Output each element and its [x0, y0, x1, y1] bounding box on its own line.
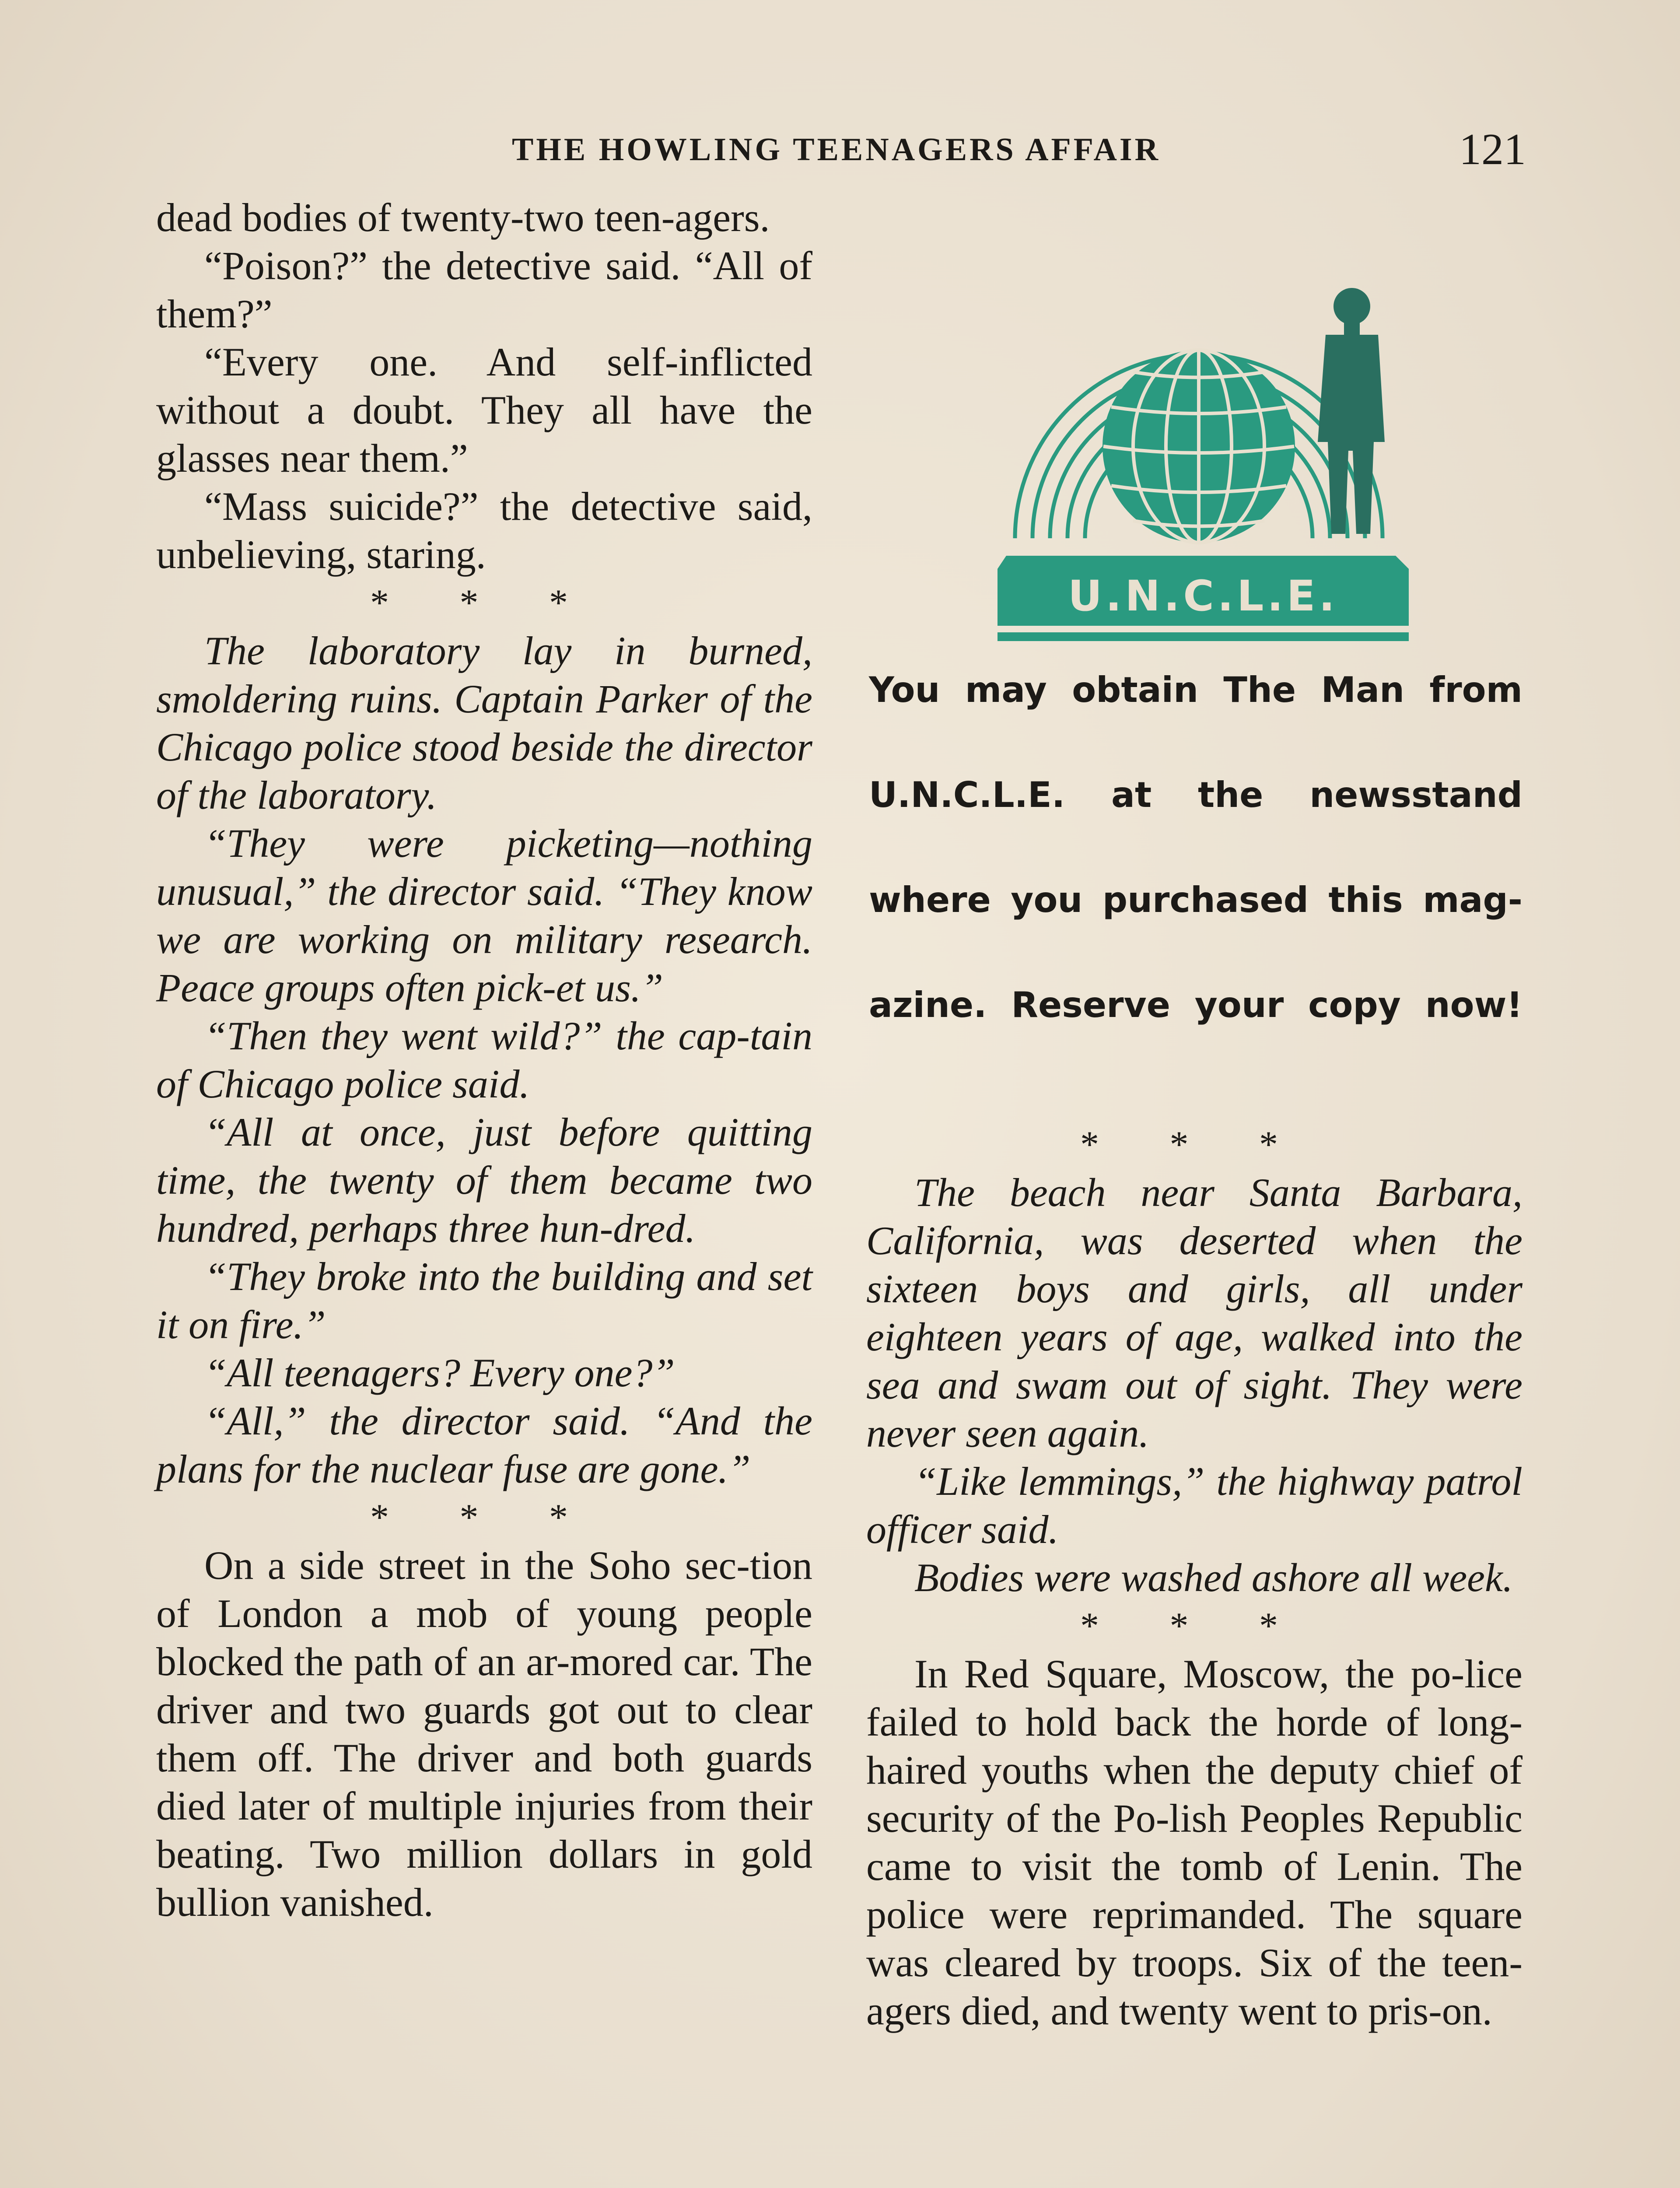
paragraph: Bodies were washed ashore all week.	[914, 1555, 1513, 1600]
agent-silhouette-icon	[1318, 288, 1385, 534]
ad-line: azine. Reserve your copy now!	[869, 985, 1522, 1025]
paragraph: “All teenagers? Every one?”	[204, 1350, 675, 1395]
running-header: THE HOWLING TEENAGERS AFFAIR	[512, 132, 1161, 168]
logo-wordmark: U.N.C.L.E.	[1068, 572, 1338, 621]
paragraph: “All,” the director said. “And the plans for the nuclear fuse are gone.”	[156, 1399, 812, 1491]
paragraph: On a side street in the Soho sec-tion of London a mob of young people blocked the path of an ar-mored car. The driver and two guards got out to clear them off. The driver and both guards died later of multiple injuries from their beating. Two million dollars in gold bullion vanished.	[156, 1543, 812, 1925]
paragraph: “All at once, just before quitting time, the twenty of them became two hundred, perhaps three hun-dred.	[156, 1110, 812, 1251]
section-break: * * *	[1080, 1123, 1309, 1165]
paragraph: “Every one. And self-inflicted without a doubt. They all have the glasses near them.”	[156, 340, 812, 480]
section-break: * * *	[370, 582, 598, 624]
paragraph: “Poison?” the detective said. “All of them?”	[156, 243, 812, 336]
paragraph: dead bodies of twenty-two teen-agers.	[156, 195, 770, 240]
uncle-logo	[989, 254, 1426, 648]
ad-line: U.N.C.L.E. at the newsstand	[869, 775, 1522, 815]
ad-line: You may obtain The Man from	[869, 670, 1522, 710]
paragraph: “They were picketing—nothing unusual,” the director said. “They know we are working on military research. Peace groups often pick-et us.”	[156, 821, 812, 1010]
paragraph: “Then they went wild?” the cap-tain of Chicago police said.	[156, 1013, 812, 1106]
section-break: * * *	[370, 1496, 598, 1538]
left-column	[156, 193, 812, 1926]
section-break: * * *	[1080, 1605, 1309, 1647]
paragraph: “They broke into the building and set it on fire.”	[156, 1254, 812, 1347]
paragraph: “Mass suicide?” the detective said, unbelieving, staring.	[156, 484, 812, 577]
paragraph: The laboratory lay in burned, smoldering ruins. Captain Parker of the Chicago police stood beside the director of the laboratory.	[156, 628, 812, 817]
paragraph: The beach near Santa Barbara, California, was deserted when the sixteen boys and girls, all under eighteen years of age, walked into the sea and swam out of sight. They were never seen again.	[866, 1170, 1522, 1455]
page-number: 121	[1459, 125, 1526, 174]
ad-line: where you purchased this mag-	[869, 880, 1522, 920]
right-column	[866, 1120, 1522, 2035]
paragraph: “Like lemmings,” the highway patrol officer said.	[866, 1459, 1522, 1552]
paragraph: In Red Square, Moscow, the po-lice failed to hold back the horde of long-haired youths when the deputy chief of security of the Po-lish Peoples Republic came to visit the tomb of Lenin. The police were reprimanded. The square was cleared by troops. Six of the teen-agers died, and twenty went to pris-on.	[866, 1652, 1522, 2033]
